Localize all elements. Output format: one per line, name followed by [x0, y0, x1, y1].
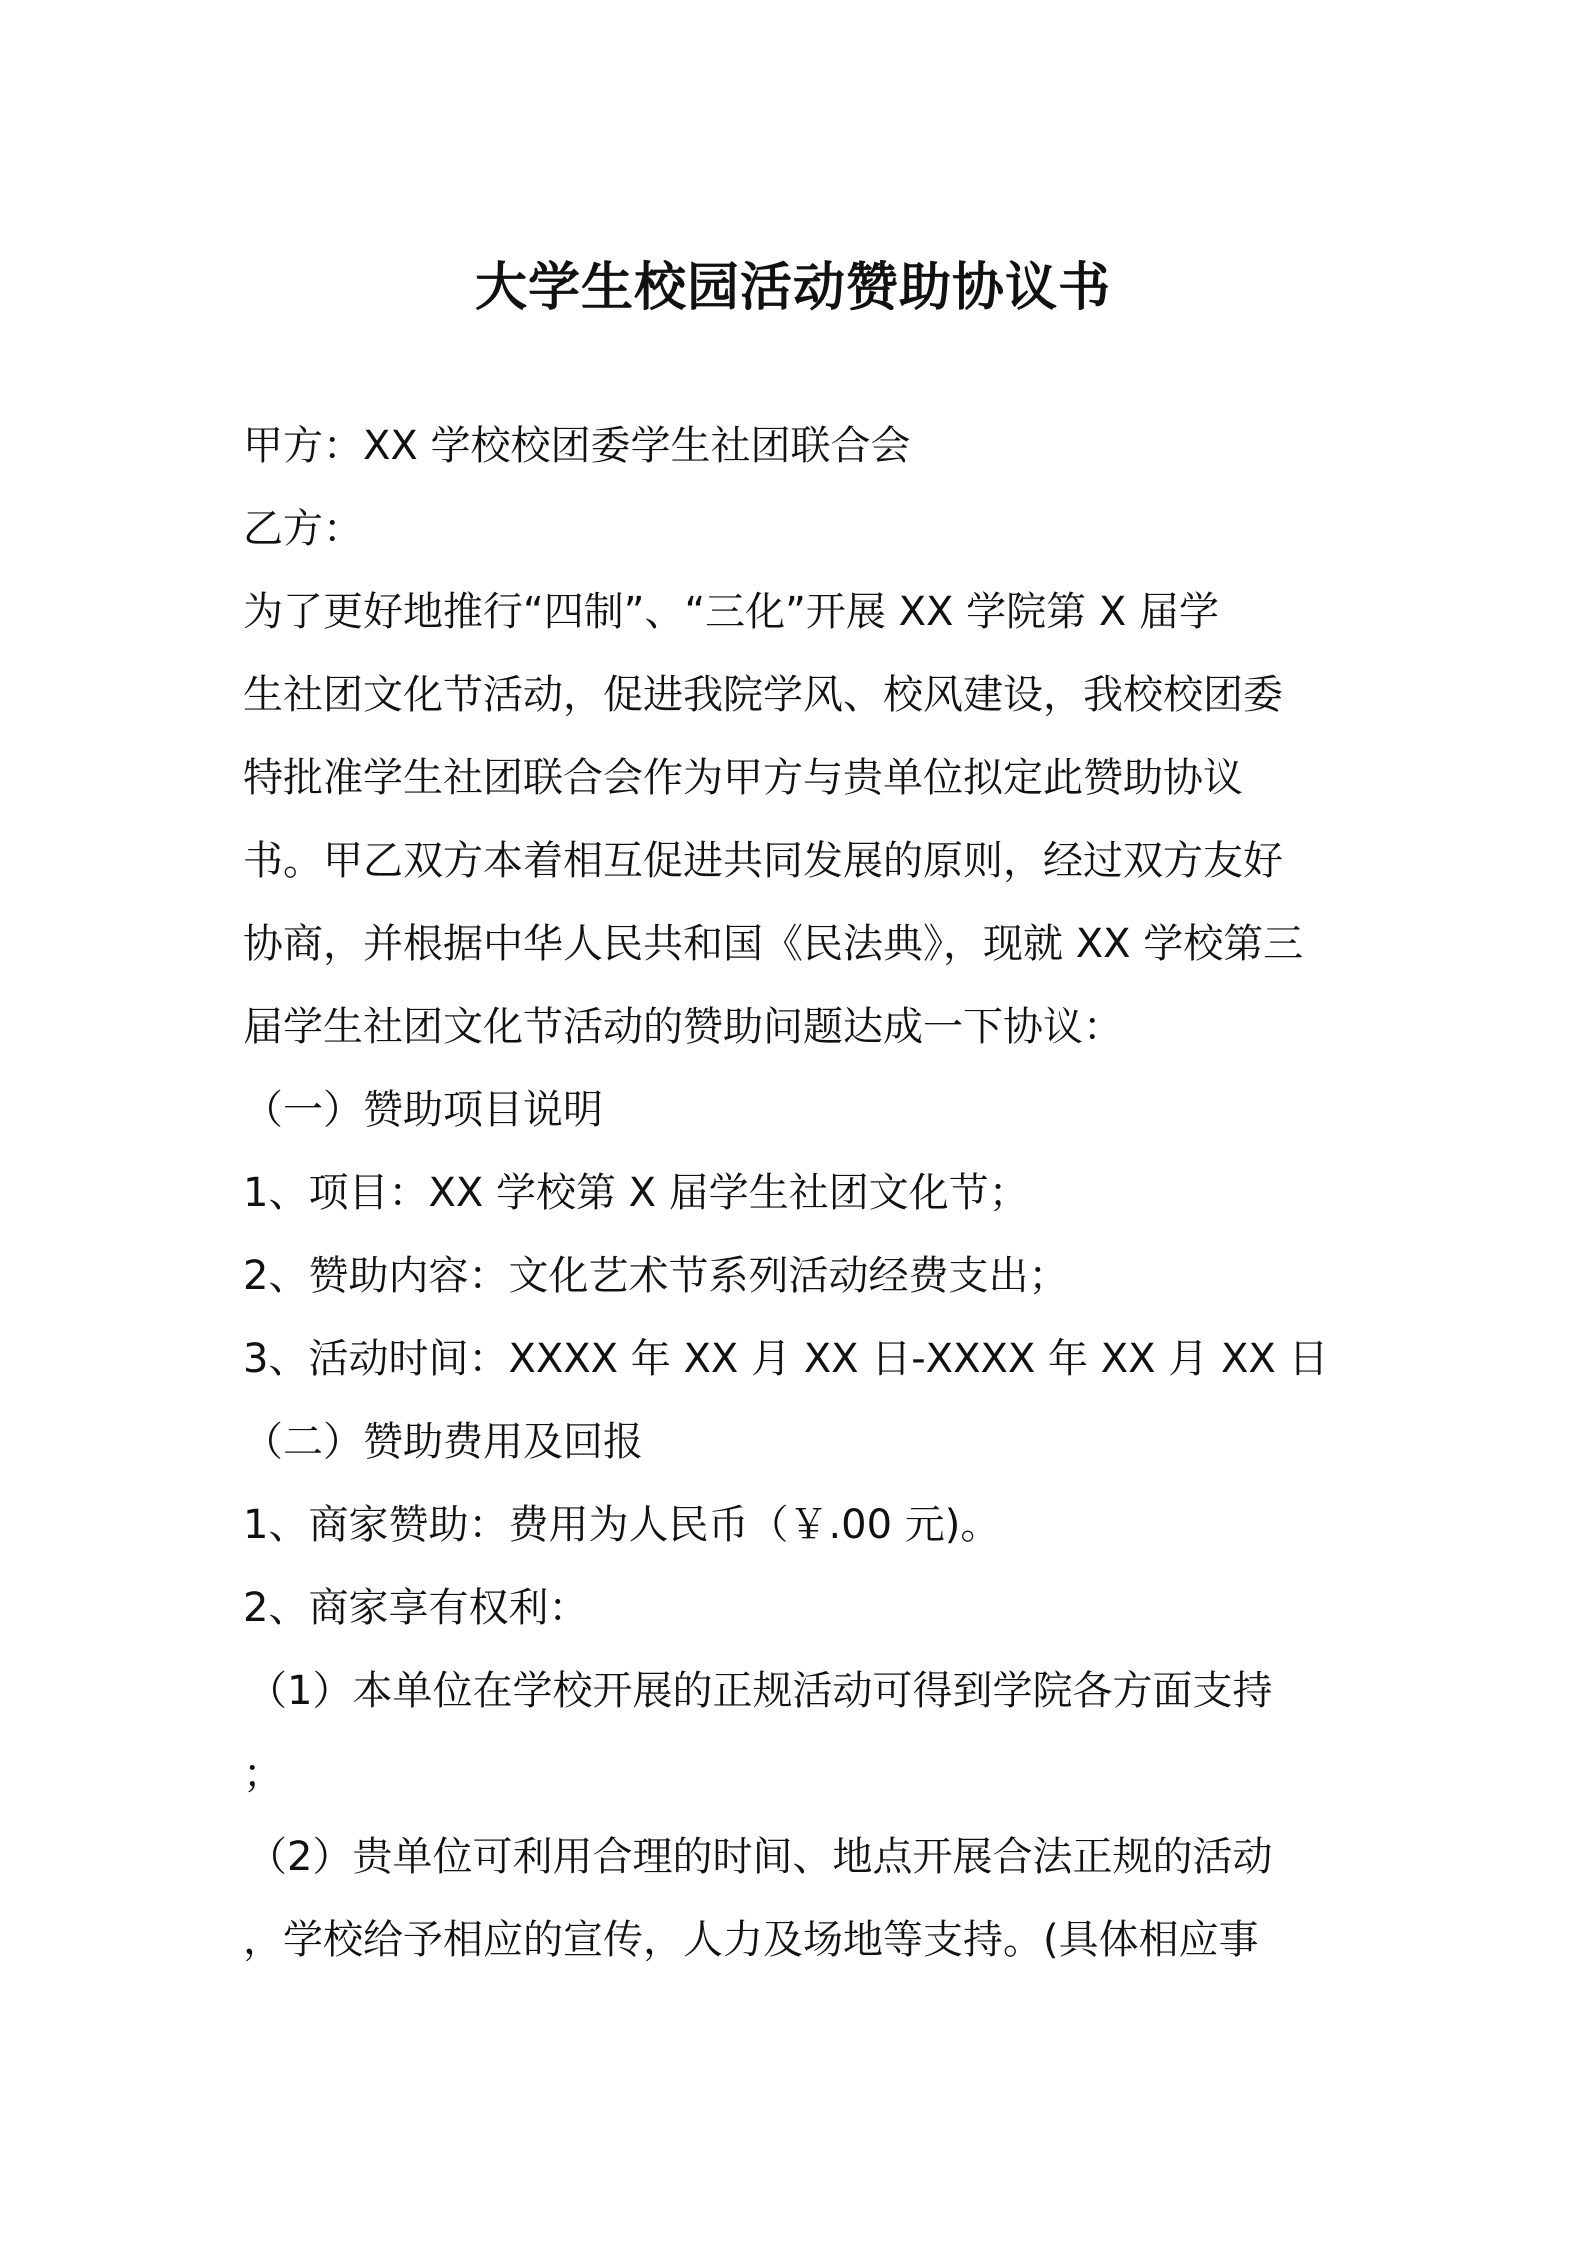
document-title: 大学生校园活动赞助协议书: [474, 258, 1111, 318]
paragraph-line: 生社团文化节活动，促进我院学风、校风建设，我校校团委: [243, 672, 1283, 718]
paragraph-line: 特批准学生社团联合会作为甲方与贵单位拟定此赞助协议: [243, 755, 1243, 801]
party-b-line: 乙方：: [243, 506, 363, 552]
party-a-line: 甲方：XX 学校校团委学生社团联合会: [243, 423, 911, 469]
list-item: 2、赞助内容：文化艺术节系列活动经费支出；: [243, 1253, 1069, 1299]
sub-item: （1）本单位在学校开展的正规活动可得到学院各方面支持: [247, 1668, 1273, 1714]
sub-item: （2）贵单位可利用合理的时间、地点开展合法正规的活动: [247, 1834, 1273, 1880]
sub-item-continuation: ，学校给予相应的宣传，人力及场地等支持。(具体相应事: [243, 1917, 1259, 1963]
section-heading: （一）赞助项目说明: [243, 1087, 603, 1133]
section-heading: （二）赞助费用及回报: [243, 1419, 643, 1465]
paragraph-line: 书。甲乙双方本着相互促进共同发展的原则，经过双方友好: [243, 838, 1283, 884]
sub-item-continuation: ；: [243, 1751, 283, 1797]
list-item: 2、商家享有权利：: [243, 1585, 589, 1631]
document-body: [243, 405, 1353, 1982]
paragraph-line: 协商，并根据中华人民共和国《民法典》，现就 XX 学校第三: [243, 921, 1304, 967]
paragraph-line: 届学生社团文化节活动的赞助问题达成一下协议：: [243, 1004, 1123, 1050]
paragraph-line: 为了更好地推行“四制”、“三化”开展 XX 学院第 X 届学: [243, 589, 1219, 635]
list-item: 1、商家赞助：费用为人民币（￥.00 元)。: [243, 1502, 1001, 1548]
list-item: 3、活动时间：XXXX 年 XX 月 XX 日-XXXX 年 XX 月 XX 日: [243, 1336, 1329, 1382]
list-item: 1、项目：XX 学校第 X 届学生社团文化节；: [243, 1170, 1029, 1216]
